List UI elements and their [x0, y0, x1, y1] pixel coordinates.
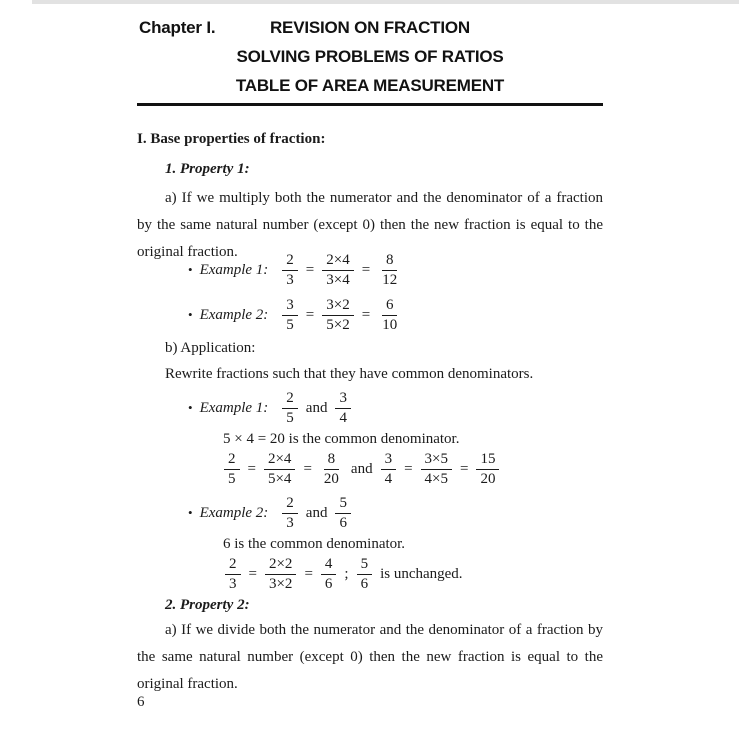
equation-text: =	[305, 262, 315, 279]
fraction	[378, 297, 401, 335]
fraction	[224, 451, 240, 489]
app-example2-fractions	[278, 495, 355, 533]
equation-text: =	[460, 461, 469, 478]
property2-paragraph: a) If we divide both the numerator and the denominator of a fraction by the same natural number (except 0) then the new fraction is equal to the original fraction.	[137, 622, 603, 692]
property1-example2-row	[188, 297, 405, 335]
fraction-denominator: 5	[286, 317, 294, 334]
fraction-denominator: 4	[384, 471, 393, 488]
title-rule	[137, 103, 603, 106]
example2-equation	[278, 297, 405, 335]
application-intro: Rewrite fractions such that they have common denominators.	[165, 366, 534, 382]
fraction-numerator: 2	[282, 390, 298, 409]
fraction-denominator: 5×2	[326, 317, 350, 334]
app-example1-fractions	[278, 390, 355, 428]
fraction-numerator: 2×4	[322, 252, 353, 271]
fraction-numerator: 8	[324, 451, 340, 470]
app-example2-label: Example 2:	[199, 505, 269, 522]
fraction	[335, 495, 351, 533]
bullet-icon: •	[188, 261, 193, 277]
equation-text: =	[305, 307, 315, 324]
equation-text: =	[247, 461, 256, 478]
fraction-numerator: 5	[335, 495, 351, 514]
chapter-label: Chapter I.	[139, 18, 216, 37]
fraction-numerator: 3×2	[322, 297, 353, 316]
page-title-line-2: SOLVING PROBLEMS OF RATIOS	[236, 47, 504, 66]
fraction-denominator: 6	[324, 576, 333, 593]
equation-text: ;	[344, 566, 349, 583]
fraction-denominator: 12	[382, 272, 398, 289]
section-heading: I. Base properties of fraction:	[137, 131, 326, 147]
fraction	[320, 451, 343, 489]
fraction-denominator: 20	[323, 471, 339, 488]
fraction-denominator: 3	[229, 576, 237, 593]
app-example1-label: Example 1:	[199, 400, 269, 417]
fraction-denominator: 3×2	[268, 576, 293, 593]
example2-label: Example 2:	[199, 307, 269, 324]
fraction-denominator: 5	[286, 410, 294, 427]
bullet-icon: •	[188, 306, 193, 322]
fraction-numerator: 3×5	[421, 451, 452, 470]
fraction-numerator: 3	[381, 451, 397, 470]
property1-paragraph: a) If we multiply both the numerator and the denominator of a fraction by the same natural number (except 0) then the new fraction is equal to the original fraction.	[137, 190, 603, 260]
fraction-numerator: 2×2	[265, 556, 296, 575]
common-denominator-note-2: 6 is the common denominator.	[223, 536, 406, 552]
fraction	[321, 556, 337, 594]
fraction	[322, 252, 353, 290]
fraction	[335, 390, 351, 428]
common-denominator-note-1: 5 × 4 = 20 is the common denominator.	[223, 431, 460, 447]
fraction-numerator: 4	[321, 556, 337, 575]
equation-text: =	[361, 262, 371, 279]
equation-text: and	[305, 505, 328, 522]
app-example1-equation	[220, 451, 503, 489]
app-example2-equation-row	[221, 556, 467, 594]
fraction	[381, 451, 397, 489]
page-content	[137, 0, 603, 739]
example1-equation	[278, 252, 405, 290]
fraction-denominator: 4×5	[424, 471, 449, 488]
equation-text: and	[305, 400, 328, 417]
app-example1-row	[188, 390, 355, 428]
fraction-denominator: 6	[360, 576, 369, 593]
equation-text: =	[361, 307, 371, 324]
app-example2-row	[188, 495, 355, 533]
equation-text: =	[248, 566, 257, 583]
equation-text: and	[350, 461, 373, 478]
fraction	[225, 556, 241, 594]
fraction	[421, 451, 452, 489]
application-heading: b) Application:	[165, 340, 256, 356]
equation-text: =	[303, 461, 312, 478]
equation-text: =	[404, 461, 413, 478]
fraction-numerator: 5	[357, 556, 373, 575]
fraction	[282, 390, 298, 428]
app-example2-equation	[221, 556, 467, 594]
fraction	[322, 297, 353, 335]
property2-heading: 2. Property 2:	[165, 597, 250, 613]
fraction-denominator: 4	[339, 410, 347, 427]
example1-label: Example 1:	[199, 262, 269, 279]
bullet-icon: •	[188, 504, 193, 520]
equation-text: is unchanged.	[380, 566, 463, 583]
property1-example1-row	[188, 252, 405, 290]
fraction-denominator: 10	[382, 317, 398, 334]
app-example1-equation-row	[220, 451, 503, 489]
fraction	[357, 556, 373, 594]
fraction-numerator: 6	[382, 297, 398, 316]
fraction-denominator: 3	[286, 272, 294, 289]
fraction-denominator: 6	[339, 515, 347, 532]
fraction-numerator: 15	[476, 451, 499, 470]
bullet-icon: •	[188, 399, 193, 415]
fraction-numerator: 3	[335, 390, 351, 409]
fraction-denominator: 20	[480, 471, 496, 488]
fraction-denominator: 5×4	[267, 471, 292, 488]
fraction	[378, 252, 401, 290]
fraction-numerator: 2	[282, 495, 298, 514]
fraction	[264, 451, 295, 489]
fraction-numerator: 2	[282, 252, 298, 271]
fraction	[265, 556, 296, 594]
fraction-numerator: 2×4	[264, 451, 295, 470]
page-title-line-3: TABLE OF AREA MEASUREMENT	[235, 76, 505, 95]
fraction	[282, 495, 298, 533]
fraction	[282, 252, 298, 290]
fraction-denominator: 5	[228, 471, 236, 488]
equation-text: =	[304, 566, 313, 583]
fraction-numerator: 8	[382, 252, 398, 271]
page-title-line-1: REVISION ON FRACTION	[269, 18, 470, 37]
fraction-denominator: 3×4	[326, 272, 350, 289]
fraction	[282, 297, 298, 335]
fraction-numerator: 3	[282, 297, 298, 316]
fraction-numerator: 2	[225, 556, 241, 575]
property1-heading: 1. Property 1:	[165, 161, 250, 177]
fraction-numerator: 2	[224, 451, 240, 470]
fraction	[476, 451, 499, 489]
page-number: 6	[137, 694, 145, 710]
fraction-denominator: 3	[286, 515, 294, 532]
